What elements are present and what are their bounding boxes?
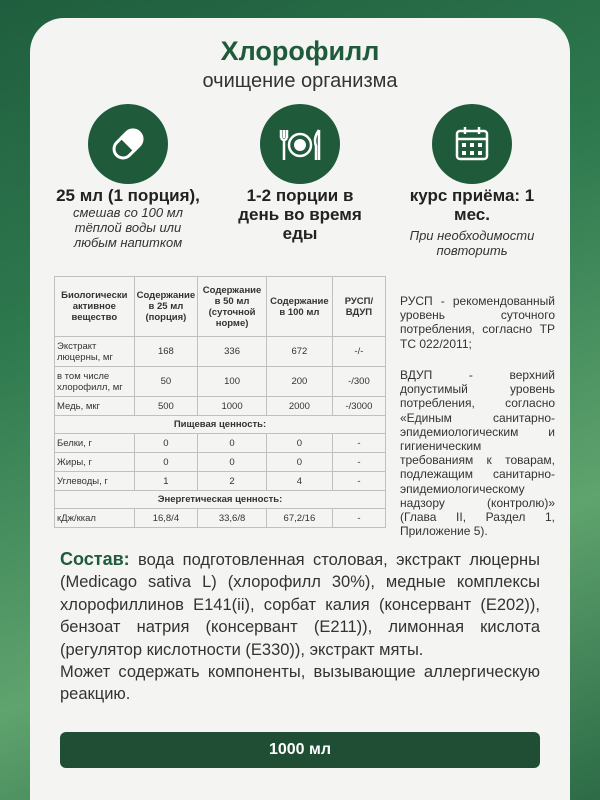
table-cell: -/300 [332, 367, 385, 397]
table-cell: 1 [134, 472, 198, 491]
table-cell: 0 [198, 434, 267, 453]
table-cell: 500 [134, 397, 198, 416]
table-cell: Жиры, г [55, 453, 135, 472]
table-header-row [55, 277, 386, 337]
note-vdup: ВДУП - верхний допустимый уровень потребления, согласно «Единым санитарно-эпидемиологическим и гигиеническим требованиям к товарам, подлежащим санитарно-эпидемиологическому надзору (контролю)» (Глава II, Раздел 1, Приложение 5). [400, 368, 555, 539]
feature-course-heading: курс приёма: 1 мес. [409, 186, 535, 224]
feature-frequency [230, 186, 370, 243]
table-cell: 2 [198, 472, 267, 491]
feature-course-note: При необходимости повторить [409, 228, 535, 258]
table-section-title: Энергетическая ценность: [55, 491, 386, 509]
table-cell: 4 [266, 472, 332, 491]
feature-frequency-heading: 1-2 порции в день во время еды [238, 186, 362, 243]
table-cell: Белки, г [55, 434, 135, 453]
table-cell: - [332, 434, 385, 453]
composition-label: Состав: [60, 549, 130, 569]
calendar-icon [432, 104, 512, 184]
table-cell: 50 [134, 367, 198, 397]
composition-ingredients: вода подготовленная столовая, экстракт люцерны (Medicago sativa L) (хлорофилл 30%), медные комплексы хлорофиллинов Е141(ii), сорбат калия (консервант (Е202)), бензоат натрия (консервант (Е211)), лимонная кислота (регулятор кислотности (Е330)), экстракт мяты. [60, 551, 540, 659]
table-cell: кДж/ккал [55, 509, 135, 528]
table-cell: 168 [134, 337, 198, 367]
nutrition-table [54, 276, 386, 528]
table-cell: 336 [198, 337, 267, 367]
table-section-row [55, 491, 386, 509]
table-cell: 16,8/4 [134, 509, 198, 528]
table-cell: Углеводы, г [55, 472, 135, 491]
product-subtitle: очищение организма [202, 70, 398, 92]
feature-dose [52, 186, 204, 250]
table-cell: 200 [266, 367, 332, 397]
table-row [55, 434, 386, 453]
table-cell: 33,6/8 [198, 509, 267, 528]
table-cell: - [332, 509, 385, 528]
table-cell: Экстракт люцерны, мг [55, 337, 135, 367]
product-card [30, 18, 570, 800]
table-cell: Медь, мкг [55, 397, 135, 416]
table-cell: - [332, 453, 385, 472]
table-row [55, 397, 386, 416]
note-rusp: РУСП - рекомендованный уровень суточного потребления, согласно ТР ТС 022/2011; [400, 294, 555, 351]
table-row [55, 337, 386, 367]
feature-dose-note: смешав со 100 мл тёплой воды или любым напитком [73, 205, 183, 250]
table-cell: 672 [266, 337, 332, 367]
table-cell: 0 [266, 434, 332, 453]
table-cell: - [332, 472, 385, 491]
table-cell: 0 [134, 453, 198, 472]
table-row [55, 509, 386, 528]
table-header-cell: Содержание в 100 мл [266, 277, 332, 337]
table-cell: 100 [198, 367, 267, 397]
table-header-cell: РУСП/ ВДУП [332, 277, 385, 337]
plate-cutlery-icon [260, 104, 340, 184]
product-title: Хлорофилл [220, 36, 380, 66]
table-cell: 0 [134, 434, 198, 453]
table-row [55, 367, 386, 397]
table-header-cell: Биологически активное вещество [55, 277, 135, 337]
table-row [55, 453, 386, 472]
feature-course [402, 186, 542, 258]
capsule-icon [88, 104, 168, 184]
composition-text [60, 548, 540, 661]
feature-dose-heading: 25 мл (1 порция), [56, 186, 200, 205]
table-cell: 0 [198, 453, 267, 472]
table-cell: 2000 [266, 397, 332, 416]
table-cell: в том числе хлорофилл, мг [55, 367, 135, 397]
table-cell: 1000 [198, 397, 267, 416]
table-row [55, 472, 386, 491]
table-cell: -/- [332, 337, 385, 367]
table-cell: -/3000 [332, 397, 385, 416]
volume-badge: 1000 мл [60, 732, 540, 768]
table-cell: 0 [266, 453, 332, 472]
composition-block [60, 548, 540, 706]
table-section-row [55, 416, 386, 434]
allergy-note: Может содержать компоненты, вызывающие аллергическую реакцию. [60, 663, 540, 704]
table-header-cell: Содержание в 25 мл (порция) [134, 277, 198, 337]
table-section-title: Пищевая ценность: [55, 416, 386, 434]
table-cell: 67,2/16 [266, 509, 332, 528]
table-header-cell: Содержание в 50 мл (суточной норме) [198, 277, 267, 337]
